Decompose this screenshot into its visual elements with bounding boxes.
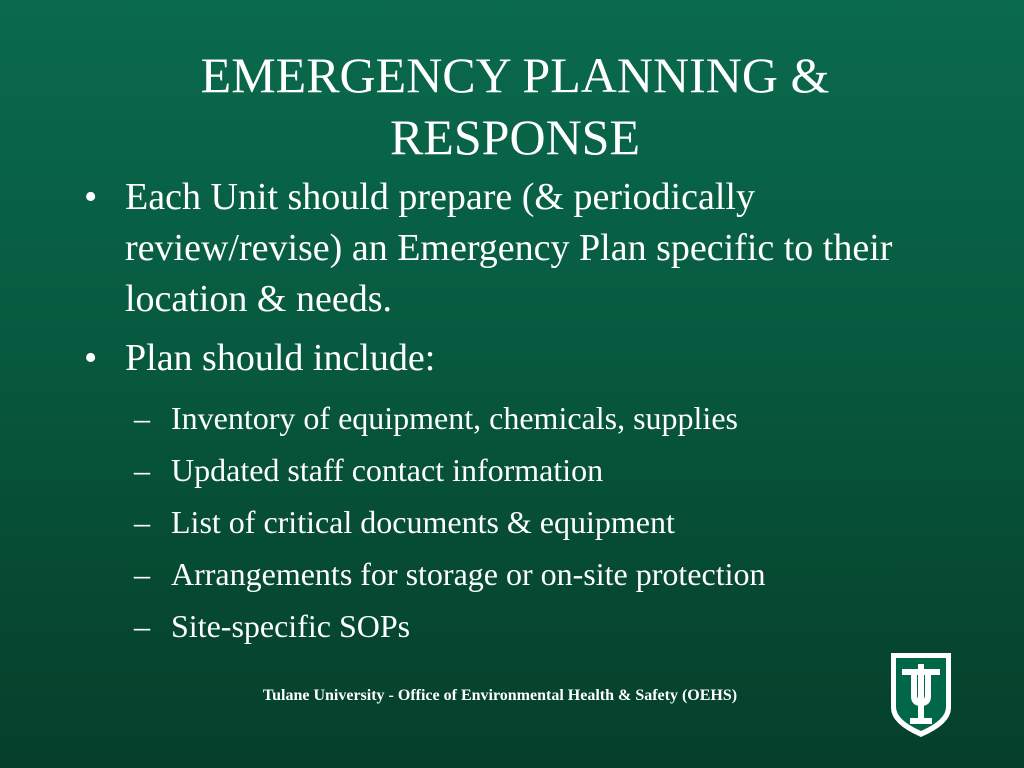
sub-marker: –: [134, 504, 150, 540]
sub-item-1: [134, 392, 964, 444]
sub-item-text: Arrangements for storage or on-site protection: [171, 556, 766, 592]
slide-title: [60, 44, 970, 168]
footer-text: Tulane University - Office of Environmental Health & Safety (OEHS): [262, 687, 738, 704]
sub-marker: –: [134, 400, 150, 436]
sub-item-3: [134, 496, 964, 548]
sub-item-text: Updated staff contact information: [171, 452, 604, 488]
bullet-text: Each Unit should prepare (& periodically review/revise) an Emergency Plan specific to their location & needs.: [125, 176, 893, 320]
sub-marker: –: [134, 452, 150, 488]
slide-title-line-2: RESPONSE: [389, 109, 641, 165]
bullet-marker: •: [84, 176, 98, 218]
bullet-marker: •: [84, 337, 98, 379]
bullet-text: Plan should include:: [125, 337, 436, 379]
sub-item-4: [134, 548, 964, 600]
sub-item-text: Site-specific SOPs: [171, 608, 411, 644]
sub-marker: –: [134, 556, 150, 592]
sub-list: [84, 392, 964, 652]
tulane-tu-shield-icon: [888, 650, 954, 740]
sub-item-5: [134, 600, 964, 652]
slide-title-line-1: EMERGENCY PLANNING &: [200, 47, 830, 103]
bullet-item-1: [84, 172, 964, 325]
sub-item-text: List of critical documents & equipment: [171, 504, 675, 540]
sub-marker: –: [134, 608, 150, 644]
bullet-item-2: [84, 333, 964, 384]
slide-content: [84, 172, 964, 652]
sub-item-text: Inventory of equipment, chemicals, supplies: [171, 400, 738, 436]
sub-item-2: [134, 444, 964, 496]
